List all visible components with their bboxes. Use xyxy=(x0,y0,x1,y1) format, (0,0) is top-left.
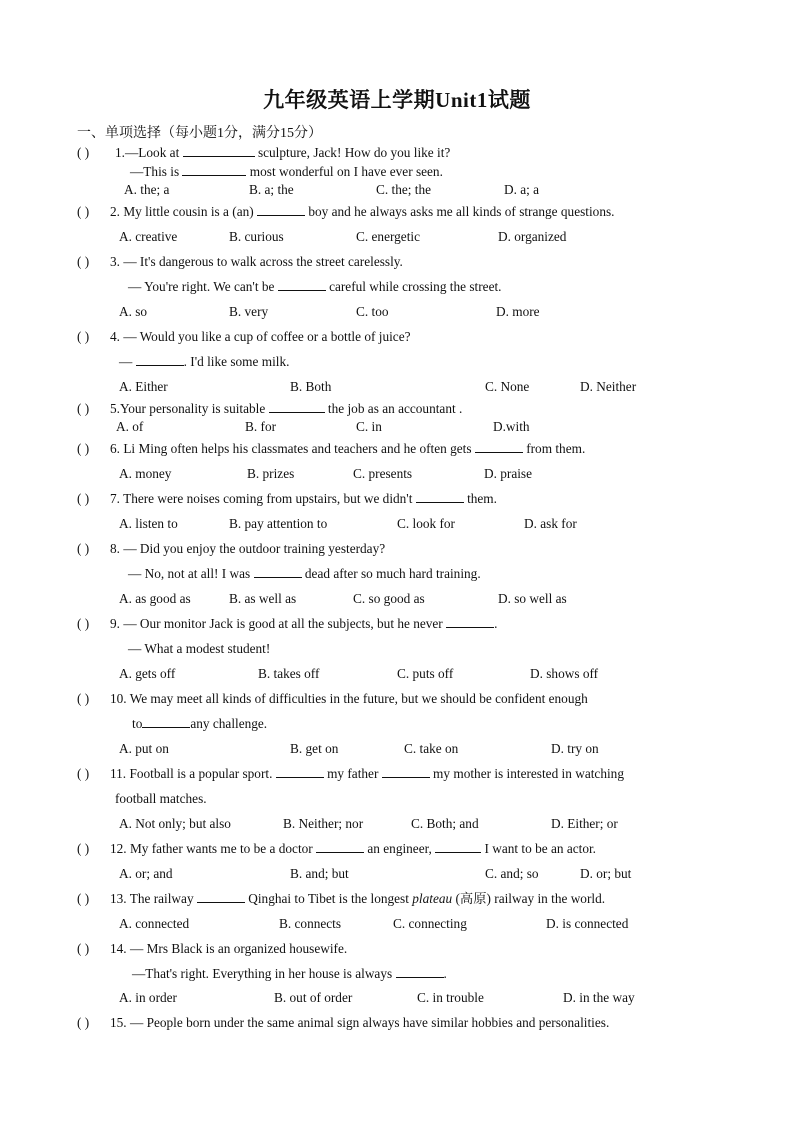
option-a: A. Either xyxy=(119,379,168,394)
answer-paren: ( ) xyxy=(77,691,90,706)
answer-blank xyxy=(183,145,255,157)
answer-paren: ( ) xyxy=(77,145,90,160)
option-a: A. the; a xyxy=(124,182,170,197)
option-a: A. gets off xyxy=(119,666,176,681)
option-d: D. in the way xyxy=(563,990,635,1005)
answer-blank xyxy=(276,766,324,778)
option-b: B. for xyxy=(245,419,277,434)
option-c: C. presents xyxy=(353,466,413,481)
question-text: —That's right. Everything in her house is always . xyxy=(132,966,447,981)
option-b: B. curious xyxy=(229,229,284,244)
answer-paren: ( ) xyxy=(77,254,90,269)
answer-blank xyxy=(396,966,444,978)
answer-blank xyxy=(269,401,325,413)
option-d: D.with xyxy=(493,419,530,434)
question-text: 6. Li Ming often helps his classmates and teachers and he often gets from them. xyxy=(110,441,586,456)
option-b: B. pay attention to xyxy=(229,516,328,531)
option-c: C. Both; and xyxy=(411,816,479,831)
option-d: D. praise xyxy=(484,466,532,481)
option-b: B. a; the xyxy=(249,182,294,197)
option-d: D. or; but xyxy=(580,866,632,881)
option-c: C. and; so xyxy=(485,866,539,881)
option-b: B. Both xyxy=(290,379,332,394)
answer-paren: ( ) xyxy=(77,204,90,219)
option-a: A. connected xyxy=(119,916,190,931)
option-a: A. in order xyxy=(119,990,177,1005)
answer-paren: ( ) xyxy=(77,766,90,781)
option-c: C. puts off xyxy=(397,666,454,681)
answer-paren: ( ) xyxy=(77,891,90,906)
option-a: A. or; and xyxy=(119,866,173,881)
question-text: 2. My little cousin is a (an) boy and he always asks me all kinds of strange questions. xyxy=(110,204,615,219)
question-text: 5.Your personality is suitable the job as an accountant . xyxy=(110,401,463,416)
answer-blank xyxy=(278,279,326,291)
answer-paren: ( ) xyxy=(77,329,90,344)
option-c: C. connecting xyxy=(393,916,467,931)
option-d: D. ask for xyxy=(524,516,577,531)
option-d: D. more xyxy=(496,304,540,319)
question-text: 8. — Did you enjoy the outdoor training yesterday? xyxy=(110,541,386,556)
answer-paren: ( ) xyxy=(77,401,90,416)
answer-blank xyxy=(475,441,523,453)
answer-blank xyxy=(316,841,364,853)
option-d: D. try on xyxy=(551,741,599,756)
question-text: 12. My father wants me to be a doctor an engineer, I want to be an actor. xyxy=(110,841,597,856)
answer-paren: ( ) xyxy=(77,541,90,556)
option-d: D. so well as xyxy=(498,591,567,606)
option-a: A. money xyxy=(119,466,172,481)
option-d: D. shows off xyxy=(530,666,599,681)
option-a: A. Not only; but also xyxy=(119,816,231,831)
option-a: A. of xyxy=(116,419,144,434)
option-b: B. connects xyxy=(279,916,342,931)
option-b: B. get on xyxy=(290,741,339,756)
answer-blank xyxy=(416,491,464,503)
option-b: B. Neither; nor xyxy=(283,816,364,831)
question-text: 4. — Would you like a cup of coffee or a bottle of juice? xyxy=(110,329,411,344)
option-a: A. listen to xyxy=(119,516,178,531)
option-c: C. so good as xyxy=(353,591,425,606)
answer-blank xyxy=(182,164,246,176)
option-c: C. look for xyxy=(397,516,455,531)
option-d: D. Either; or xyxy=(551,816,618,831)
answer-blank xyxy=(257,204,305,216)
question-text: — . I'd like some milk. xyxy=(119,354,290,369)
answer-paren: ( ) xyxy=(77,491,90,506)
question-text: 3. — It's dangerous to walk across the street carelessly. xyxy=(110,254,403,269)
answer-blank xyxy=(142,716,190,728)
option-a: A. put on xyxy=(119,741,169,756)
answer-blank xyxy=(136,354,184,366)
option-c: C. energetic xyxy=(356,229,420,244)
option-d: D. Neither xyxy=(580,379,637,394)
question-text: 11. Football is a popular sport. my father my mother is interested in watching xyxy=(110,766,624,781)
option-c: C. too xyxy=(356,304,389,319)
option-d: D. a; a xyxy=(504,182,540,197)
answer-blank xyxy=(382,766,430,778)
question-text: 10. We may meet all kinds of difficulties in the future, but we should be confident enough xyxy=(110,691,588,706)
section-heading: 一、单项选择（每小题1分，满分15分） xyxy=(77,126,322,141)
question-text: —This is most wonderful on I have ever seen. xyxy=(130,164,443,179)
answer-paren: ( ) xyxy=(77,841,90,856)
page-title: 九年级英语上学期Unit1试题 xyxy=(263,88,531,112)
question-text: — You're right. We can't be careful while crossing the street. xyxy=(128,279,502,294)
question-text: — What a modest student! xyxy=(128,641,271,656)
option-c: C. the; the xyxy=(376,182,432,197)
question-text: 7. There were noises coming from upstairs, but we didn't them. xyxy=(110,491,497,506)
answer-paren: ( ) xyxy=(77,1015,90,1030)
option-d: D. organized xyxy=(498,229,567,244)
answer-blank xyxy=(435,841,481,853)
question-text: 1.—Look at sculpture, Jack! How do you like it? xyxy=(115,145,451,160)
option-c: C. take on xyxy=(404,741,459,756)
option-c: C. in xyxy=(356,419,382,434)
question-text: football matches. xyxy=(115,791,207,806)
answer-blank xyxy=(446,616,494,628)
option-b: B. very xyxy=(229,304,269,319)
option-c: C. in trouble xyxy=(417,990,484,1005)
answer-blank xyxy=(197,891,245,903)
option-a: A. as good as xyxy=(119,591,191,606)
option-a: A. creative xyxy=(119,229,178,244)
option-b: B. and; but xyxy=(290,866,349,881)
answer-paren: ( ) xyxy=(77,941,90,956)
question-text: — No, not at all! I was dead after so much hard training. xyxy=(128,566,481,581)
option-b: B. prizes xyxy=(247,466,295,481)
answer-paren: ( ) xyxy=(77,616,90,631)
option-b: B. takes off xyxy=(258,666,320,681)
option-b: B. as well as xyxy=(229,591,297,606)
question-text: 13. The railway Qinghai to Tibet is the longest plateau (高原) railway in the world. xyxy=(110,891,606,906)
question-text: 15. — People born under the same animal sign always have similar hobbies and personalities. xyxy=(110,1015,610,1030)
option-d: D. is connected xyxy=(546,916,629,931)
option-a: A. so xyxy=(119,304,148,319)
question-text: 9. — Our monitor Jack is good at all the subjects, but he never . xyxy=(110,616,498,631)
option-b: B. out of order xyxy=(274,990,353,1005)
question-text: to any challenge. xyxy=(132,716,268,731)
answer-blank xyxy=(254,566,302,578)
question-text: 14. — Mrs Black is an organized housewife. xyxy=(110,941,348,956)
answer-paren: ( ) xyxy=(77,441,90,456)
option-c: C. None xyxy=(485,379,530,394)
